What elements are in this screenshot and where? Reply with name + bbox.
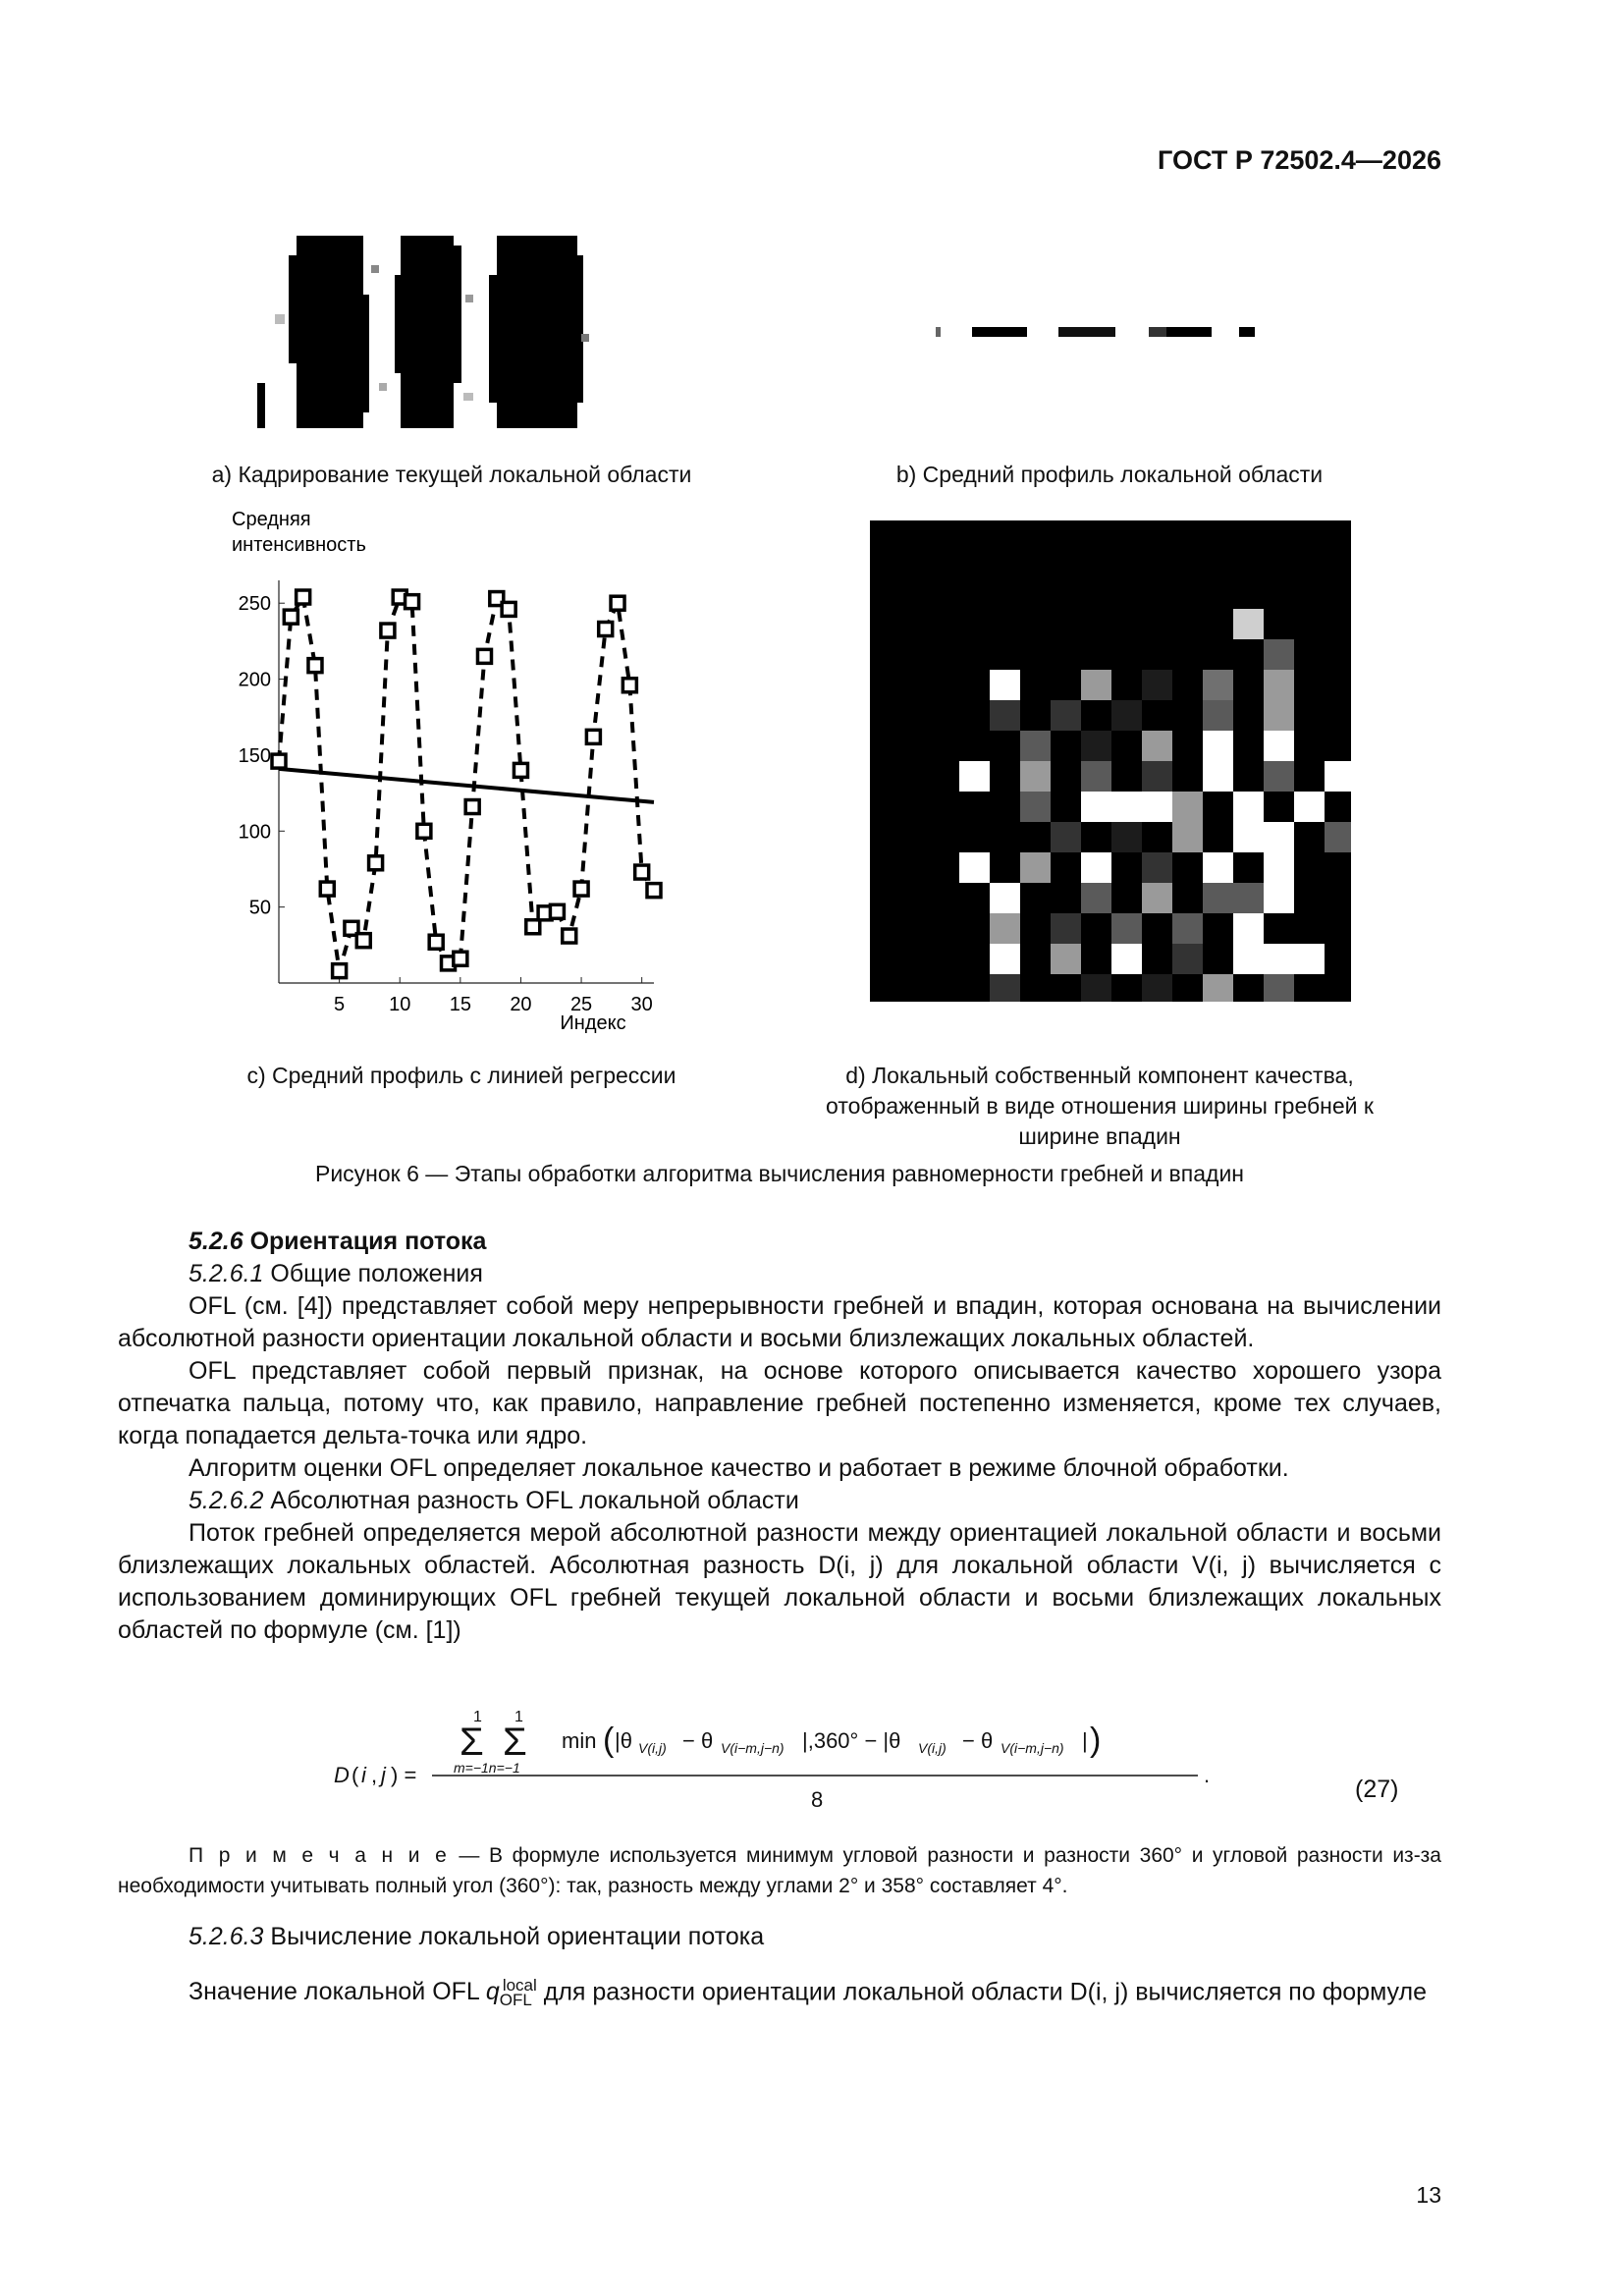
chart-data-point (333, 964, 347, 978)
svg-text:|θ: |θ (615, 1728, 632, 1753)
mosaic-cell (1020, 792, 1051, 822)
caption-b: b) Средний профиль локальной области (895, 462, 1324, 487)
mosaic-cell (1233, 822, 1264, 852)
mosaic-cell (1233, 609, 1264, 639)
paragraph-4: Поток гребней определяется мерой абсолютной разности между ориентацией локальной области и восьми близлежащих локальных областей. Абсолютная разность D(i, j) для локальной области V(i, j) вычисляется с использованием доминирующих OFL гребней текущей локальной области и восьми близлежащих локальных областей по формуле (см. [1]) (118, 1519, 1441, 1644)
svg-text:): ) (1090, 1722, 1102, 1759)
mosaic-cell (1172, 822, 1203, 852)
paragraph-3: Алгоритм оценки OFL определяет локальное качество и работает в режиме блочной обработки. (189, 1454, 1289, 1482)
mosaic-cell (1325, 822, 1351, 852)
mosaic-cell (1111, 913, 1142, 944)
mosaic-cell (1264, 852, 1294, 883)
svg-text:D: D (334, 1763, 350, 1787)
chart-y-tick-label: 200 (238, 669, 271, 691)
svg-text:.: . (1204, 1763, 1211, 1787)
svg-text:(: ( (352, 1763, 359, 1787)
chart-regression-line (279, 769, 654, 802)
caption-d: d) Локальный собственный компонент качества, отображенный в виде отношения ширины гребней к ширине впадин (826, 1063, 1374, 1149)
mosaic-cell (1081, 761, 1111, 792)
mosaic-cell (1264, 670, 1294, 700)
chart-data-point (381, 624, 395, 637)
mosaic-cell (959, 761, 990, 792)
svg-text:,: , (371, 1763, 378, 1787)
mosaic-cell (1264, 944, 1294, 974)
heading-5-2-6-2: 5.2.6.2 Абсолютная разность OFL локальной области (189, 1487, 799, 1514)
chart-data-point (297, 590, 310, 604)
mosaic-cell (1203, 883, 1233, 913)
mosaic-cell (1111, 822, 1142, 852)
mosaic-cell (1203, 700, 1233, 731)
svg-text:Σ: Σ (503, 1721, 527, 1764)
mosaic-cell (1264, 700, 1294, 731)
chart-y-tick-label: 50 (248, 897, 271, 919)
q-ofl-local-symbol: $q_{OFL}^{local}$ (485, 1976, 537, 2010)
figure-b-profile-image (933, 324, 1286, 340)
caption-a: a) Кадрирование текущей локальной области (211, 462, 692, 487)
chart-data-point (514, 763, 527, 777)
chart-y-tick-label: 150 (238, 744, 271, 767)
svg-text:− θ: − θ (962, 1728, 994, 1753)
mosaic-cell (1142, 670, 1172, 700)
chart-data-point (635, 865, 649, 879)
svg-text:Σ: Σ (460, 1721, 484, 1764)
mosaic-cell (1233, 792, 1264, 822)
mosaic-cell (1020, 852, 1051, 883)
chart-data-point (308, 659, 322, 673)
mosaic-cell (990, 883, 1020, 913)
mosaic-cell (959, 852, 990, 883)
chart-x-tick-label: 15 (449, 994, 471, 1015)
mosaic-cell (1264, 731, 1294, 761)
chart-data-point (647, 884, 661, 898)
svg-text:V(i,j): V(i,j) (918, 1740, 947, 1756)
chart-data-point (465, 800, 479, 814)
svg-text:|: | (1082, 1728, 1088, 1753)
svg-text:1: 1 (514, 1709, 523, 1725)
svg-text:m=−1n=−1: m=−1n=−1 (454, 1760, 520, 1776)
chart-data-point (526, 920, 540, 934)
mosaic-cell (1294, 792, 1325, 822)
mosaic-cell (1020, 761, 1051, 792)
chart-x-tick-label: 5 (334, 994, 346, 1015)
chart-x-tick-label: 10 (389, 994, 411, 1015)
mosaic-cell (1081, 852, 1111, 883)
mosaic-cell (1172, 792, 1203, 822)
document-header: ГОСТ Р 72502.4—2026 (1158, 145, 1441, 175)
chart-data-point (320, 882, 334, 896)
mosaic-cell (1264, 822, 1294, 852)
chart-ylabel-line1: Средняя (232, 509, 311, 530)
chart-ylabel-line2: интенсивность (232, 534, 366, 556)
chart-data-point (611, 596, 624, 610)
mosaic-cell (990, 944, 1020, 974)
mosaic-cell (1203, 852, 1233, 883)
mosaic-cell (1111, 944, 1142, 974)
figure-title: Рисунок 6 — Этапы обработки алгоритма вычисления равномерности гребней и впадин (314, 1161, 1244, 1186)
svg-text:) =: ) = (391, 1763, 417, 1787)
caption-c: c) Средний профиль с линией регрессии (246, 1063, 676, 1088)
mosaic-cell (990, 700, 1020, 731)
chart-xlabel: Индекс (560, 1012, 626, 1034)
chart-data-point (454, 952, 467, 965)
heading-5-2-6: 5.2.6 Ориентация потока (189, 1228, 487, 1255)
page-number: 13 (1416, 2182, 1441, 2208)
mosaic-cell (1081, 792, 1111, 822)
mosaic-cell (1233, 944, 1264, 974)
paragraph-5: Значение локальной OFL $q_{OFL}^{local}$ для разности ориентации локальной области D(i, j) вычисляется по формуле (189, 1976, 1427, 2010)
chart-data-point (502, 602, 515, 616)
chart-data-point (284, 610, 298, 624)
section-text (118, 1226, 1441, 1647)
mosaic-cell (1111, 792, 1142, 822)
svg-text:i: i (361, 1763, 366, 1787)
mosaic-cell (1142, 761, 1172, 792)
mosaic-cell (1172, 913, 1203, 944)
chart-x-tick-label: 25 (569, 994, 593, 1015)
figure-c-chart (214, 506, 676, 1041)
paragraph-2: OFL представляет собой первый признак, на основе которого описывается качество хорошего узора отпечатка пальца, потому что, как правило, направление гребней постепенно изменяется, кроме тех случаев, когда попадается дельта-точка или ядро. (118, 1357, 1441, 1449)
mosaic-cell (1325, 761, 1351, 792)
mosaic-cell (1142, 731, 1172, 761)
mosaic-cell (1142, 883, 1172, 913)
mosaic-cell (1051, 944, 1081, 974)
chart-data-point (574, 882, 588, 896)
paragraph-1: OFL (см. [4]) представляет собой меру непрерывности гребней и впадин, которая основана на вычислении абсолютной разности ориентации локальной области и восьми близлежащих локальных областей. (118, 1292, 1441, 1352)
svg-text:|,360° − |θ: |,360° − |θ (802, 1728, 901, 1753)
mosaic-cell (1081, 731, 1111, 761)
mosaic-cell (1111, 700, 1142, 731)
mosaic-cell (1081, 883, 1111, 913)
chart-x-tick-label: 20 (510, 994, 532, 1015)
svg-text:j: j (381, 1763, 386, 1787)
mosaic-cell (1081, 670, 1111, 700)
chart-data-point (477, 649, 491, 663)
chart-data-point (563, 929, 576, 943)
figure-a-crop-image (257, 236, 642, 428)
mosaic-cell (1172, 944, 1203, 974)
note (118, 1840, 1441, 1901)
chart-data-point (406, 595, 419, 609)
mosaic-cell (1264, 761, 1294, 792)
chart-data-point (622, 679, 636, 692)
svg-text:V(i−m,j−n): V(i−m,j−n) (1001, 1740, 1064, 1756)
mosaic-cell (1264, 883, 1294, 913)
mosaic-cell (1051, 822, 1081, 852)
heading-5-2-6-3: 5.2.6.3 Вычисление локальной ориентации потока (189, 1923, 765, 1950)
svg-text:min: min (562, 1728, 597, 1753)
chart-x-tick-label: 30 (630, 994, 653, 1015)
mosaic-cell (1020, 731, 1051, 761)
mosaic-cell (990, 913, 1020, 944)
chart-data-point (369, 856, 383, 870)
mosaic-cell (1051, 913, 1081, 944)
chart-data-point (599, 623, 613, 636)
mosaic-cell (1294, 944, 1325, 974)
mosaic-cell (1233, 883, 1264, 913)
svg-text:8: 8 (811, 1787, 824, 1812)
note-label: П р и м е ч а н и е (189, 1844, 450, 1867)
mosaic-cell (1203, 670, 1233, 700)
chart-y-tick-label: 100 (238, 821, 271, 844)
svg-text:V(i,j): V(i,j) (638, 1740, 667, 1756)
note-text: — В формуле используется минимум угловой разности и разности 360° и угловой разности из-за необходимости учитывать полный угол (360°): так, разность между углами 2° и 358° составляет 4°. (118, 1844, 1441, 1897)
mosaic-cell (1203, 974, 1233, 1002)
mosaic-cell (1264, 639, 1294, 670)
mosaic-cell (990, 974, 1020, 1002)
equation-number: (27) (1355, 1776, 1399, 1803)
chart-data-point (417, 824, 431, 838)
mosaic-cell (1142, 792, 1172, 822)
mosaic-cell (1142, 852, 1172, 883)
svg-text:V(i−m,j−n): V(i−m,j−n) (721, 1740, 784, 1756)
chart-data-point (429, 935, 443, 949)
chart-data-point (550, 904, 564, 918)
chart-data-point (356, 934, 370, 948)
mosaic-cell (1203, 731, 1233, 761)
chart-y-tick-label: 250 (238, 593, 271, 616)
chart-data-point (586, 730, 600, 743)
mosaic-cell (1203, 761, 1233, 792)
mosaic-cell (1081, 974, 1111, 1002)
figure-d-quality-map (870, 520, 1351, 1002)
svg-text:(: ( (603, 1722, 615, 1759)
mosaic-cell (990, 670, 1020, 700)
formula-27 (334, 1704, 1237, 1822)
chart-data-point (272, 754, 286, 768)
mosaic-cell (1051, 700, 1081, 731)
mosaic-cell (1264, 974, 1294, 1002)
mosaic-cell (1142, 974, 1172, 1002)
heading-5-2-6-1: 5.2.6.1 Общие положения (189, 1260, 483, 1287)
svg-text:− θ: − θ (682, 1728, 714, 1753)
mosaic-cell (1233, 913, 1264, 944)
svg-text:1: 1 (473, 1709, 482, 1725)
